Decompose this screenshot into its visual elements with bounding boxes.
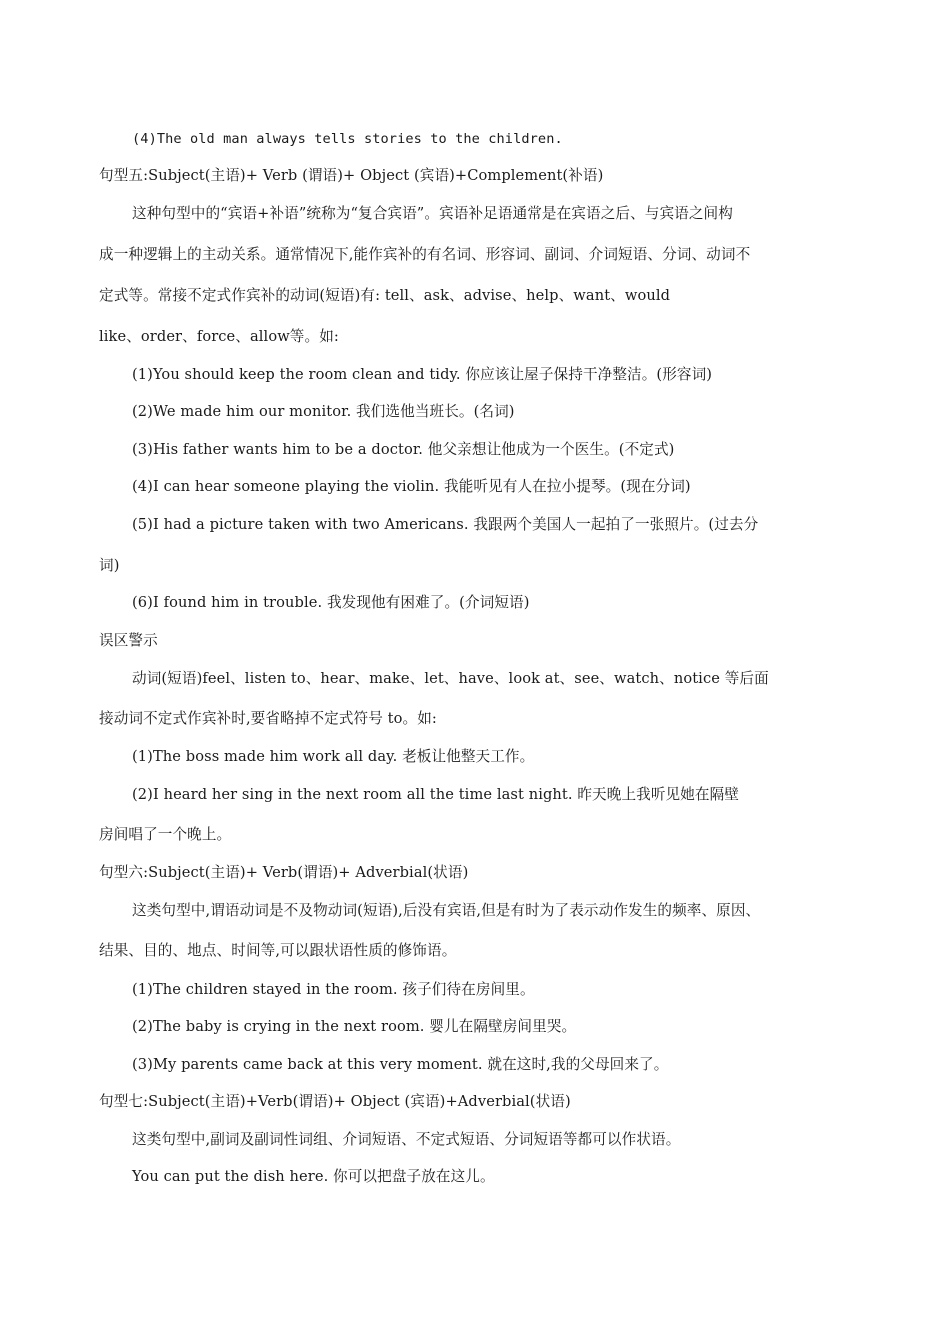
example-line: (1)You should keep the room clean and tidy. 你应该让屋子保持干净整洁。(形容词): [132, 366, 713, 383]
example-line: (4)I can hear someone playing the violin. 我能听见有人在拉小提琴。(现在分词): [132, 478, 691, 495]
paragraph-line: 结果、目的、地点、时间等,可以跟状语性质的修饰语。: [99, 942, 457, 959]
example-line: (2)We made him our monitor. 我们选他当班长。(名词): [132, 403, 515, 420]
paragraph-line: 成一种逻辑上的主动关系。通常情况下,能作宾补的有名词、形容词、副词、介词短语、分词、动词不: [99, 246, 751, 263]
paragraph-line: 这类句型中,副词及副词性词组、介词短语、不定式短语、分词短语等都可以作状语。: [132, 1131, 681, 1148]
paragraph-line: like、order、force、allow等。如:: [99, 328, 339, 345]
paragraph-line: 接动词不定式作宾补时,要省略掉不定式符号 to。如:: [99, 710, 437, 727]
example-line: 房间唱了一个晚上。: [99, 826, 232, 843]
paragraph-line: 这类句型中,谓语动词是不及物动词(短语),后没有宾语,但是有时为了表示动作发生的频率、原因、: [132, 902, 761, 919]
example-line: You can put the dish here. 你可以把盘子放在这儿。: [132, 1168, 495, 1185]
example-line: (4)The old man always tells stories to the children.: [132, 131, 563, 147]
example-line: 词): [99, 557, 120, 574]
example-line: (2)The baby is crying in the next room. 婴儿在隔壁房间里哭。: [132, 1018, 577, 1035]
paragraph-line: 这种句型中的“宾语+补语”统称为“复合宾语”。宾语补足语通常是在宾语之后、与宾语之间构: [132, 205, 733, 222]
example-line: (1)The boss made him work all day. 老板让他整天工作。: [132, 748, 535, 765]
section-heading: 误区警示: [99, 632, 158, 649]
section-heading: 句型六:Subject(主语)+ Verb(谓语)+ Adverbial(状语): [99, 864, 469, 881]
example-line: (3)His father wants him to be a doctor. 他父亲想让他成为一个医生。(不定式): [132, 441, 675, 458]
example-line: (5)I had a picture taken with two Americans. 我跟两个美国人一起拍了一张照片。(过去分: [132, 516, 759, 533]
section-heading: 句型五:Subject(主语)+ Verb (谓语)+ Object (宾语)+Complement(补语): [99, 167, 604, 184]
example-line: (2)I heard her sing in the next room all the time last night. 昨天晚上我听见她在隔壁: [132, 786, 739, 803]
example-line: (1)The children stayed in the room. 孩子们待在房间里。: [132, 981, 535, 998]
example-line: (3)My parents came back at this very moment. 就在这时,我的父母回来了。: [132, 1056, 669, 1073]
example-line: (6)I found him in trouble. 我发现他有困难了。(介词短语): [132, 594, 530, 611]
paragraph-line: 定式等。常接不定式作宾补的动词(短语)有: tell、ask、advise、help、want、would: [99, 287, 671, 304]
section-heading: 句型七:Subject(主语)+Verb(谓语)+ Object (宾语)+Adverbial(状语): [99, 1093, 571, 1110]
paragraph-line: 动词(短语)feel、listen to、hear、make、let、have、look at、see、watch、notice 等后面: [132, 670, 769, 687]
